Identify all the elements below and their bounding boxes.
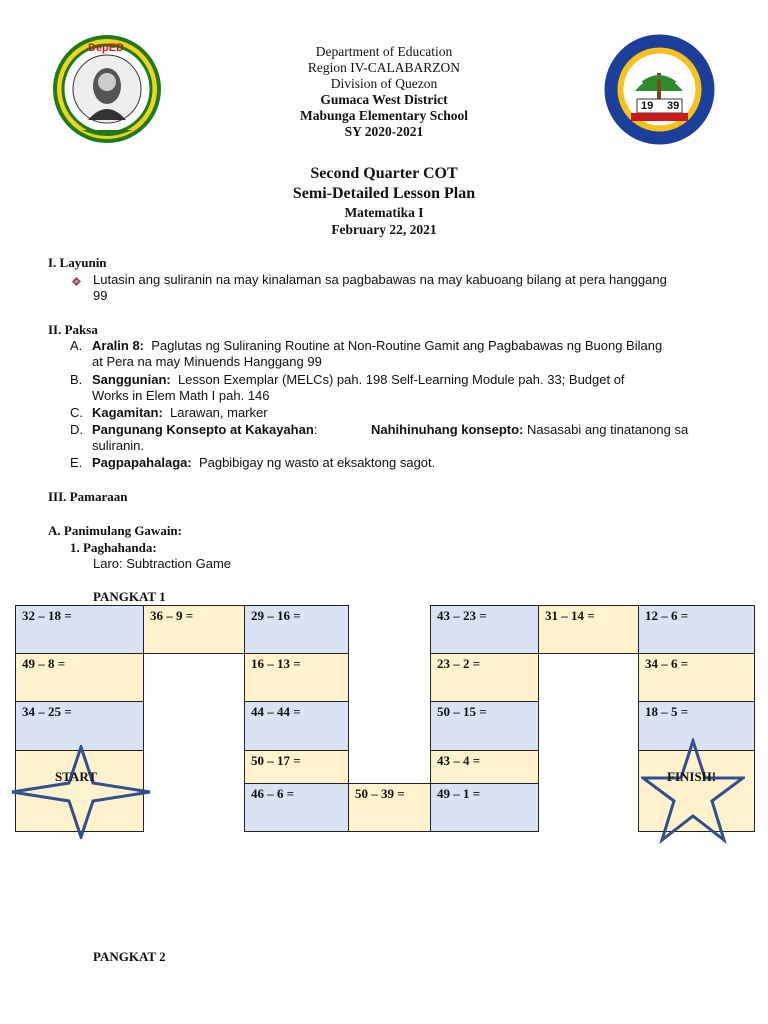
paksa-item-c: C. Kagamitan: Larawan, marker [70,405,268,420]
board-cell: 36 – 9 = [143,605,245,654]
section-paksa-heading: II. Paksa [48,322,98,337]
layunin-text: Lutasin ang suliranin na may kinalaman sa pagbabawas na may kabuoang bilang at pera hanggang [93,272,667,287]
section-pamaraan-heading: III. Pamaraan [48,489,128,504]
lesson-date: February 22, 2021 [331,222,437,237]
header-line: Division of Quezon [330,76,438,91]
panimula-heading: A. Panimulang Gawain: [48,523,182,538]
board-cell: 43 – 23 = [430,605,539,654]
board-cell: 29 – 16 = [244,605,349,654]
pangkat2-label: PANGKAT 2 [93,949,166,964]
board-cell: 12 – 6 = [638,605,755,654]
header-district: Gumaca West District [320,92,448,107]
school-logo-year-left: 19 [641,100,654,112]
header-school: Mabunga Elementary School [299,108,468,123]
paghahanda-heading: 1. Paghahanda: [70,540,157,555]
bullet-diamond-icon [72,277,81,286]
board-cell: 49 – 8 = [15,653,144,702]
header-block [0,44,768,140]
board-cell: 49 – 1 = [430,783,539,832]
subject: Matematika I [344,205,424,220]
deped-logo-text: DepED [88,42,125,54]
school-logo-year-right: 39 [667,100,680,112]
board-cell: 50 – 17 = [244,750,349,784]
paksa-item-a: A. Aralin 8: Paglutas ng Suliraning Routine at Non-Routine Gamit ang Pagbabawas ng Buong Bilang at Pera na may Minuends Hanggang 99 [70,338,663,369]
finish-label: FINISH! [667,769,717,784]
board-cell: 50 – 39 = [348,783,431,832]
board-cell: 18 – 5 = [638,701,755,751]
pangkat1-label: PANGKAT 1 [93,589,166,604]
laro-text: Laro: Subtraction Game [93,556,232,571]
board-cell: 34 – 6 = [638,653,755,702]
board-cell: 31 – 14 = [538,605,639,654]
header-school-year: SY 2020-2021 [344,124,424,139]
board-cell: 46 – 6 = [244,783,349,832]
start-star-icon [10,745,152,839]
paksa-item-b: B. Sanggunian: Lesson Exemplar (MELCs) pah. 198 Self-Learning Module pah. 33; Budget of Works in Elem Math I pah. 146 [70,372,625,403]
header-line: Department of Education [315,44,453,59]
paksa-item-d: D. Pangunang Konsepto at Kakayahan: Nahihinuhang konsepto: Nasasabi ang tinatanong sa suliranin. [70,422,689,453]
start-label: START [55,769,97,784]
paksa-item-e: E. Pagpapahalaga: Pagbibigay ng wasto at eksaktong sagot. [70,455,436,470]
board-cell: 23 – 2 = [430,653,539,702]
board-cell: 32 – 18 = [15,605,144,654]
title-block [0,164,768,238]
board-cell: 34 – 25 = [15,701,144,751]
board-cell: 16 – 13 = [244,653,349,702]
board-cell: 50 – 15 = [430,701,539,751]
section-layunin-heading: I. Layunin [48,255,107,270]
finish-star-icon [641,738,745,844]
board-cell: 44 – 44 = [244,701,349,751]
title-line1: Second Quarter COT [310,165,458,182]
title-line2: Semi-Detailed Lesson Plan [292,185,476,202]
header-line: Region IV-CALABARZON [307,60,461,75]
board-cell: 43 – 4 = [430,750,539,784]
layunin-text-cont: 99 [93,288,108,303]
